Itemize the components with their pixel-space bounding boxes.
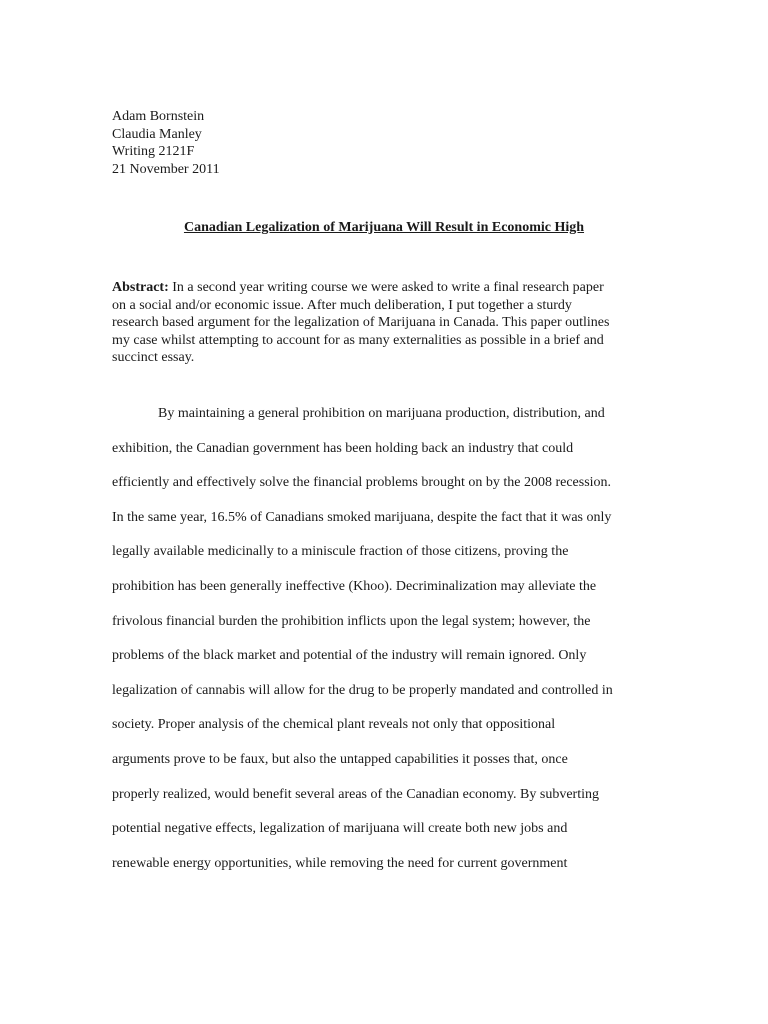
author-name: Adam Bornstein — [112, 109, 205, 124]
body-line: legalization of cannabis will allow for the drug to be properly mandated and controlled in — [112, 682, 613, 698]
body-line: prohibition has been generally ineffective (Khoo). Decriminalization may alleviate the — [112, 578, 597, 594]
abstract-line: on a social and/or economic issue. After much deliberation, I put together a sturdy — [112, 297, 572, 313]
header-block — [112, 108, 220, 178]
body-line: problems of the black market and potential of the industry will remain ignored. Only — [112, 648, 587, 664]
abstract-line: In a second year writing course we were asked to write a final research paper — [168, 280, 604, 295]
body-paragraph — [112, 404, 672, 888]
body-line: In the same year, 16.5% of Canadians smoked marijuana, despite the fact that it was only — [112, 509, 612, 525]
abstract-line: my case whilst attempting to account for as many externalities as possible in a brief and — [112, 332, 604, 348]
abstract-line: succinct essay. — [112, 350, 195, 365]
body-line: frivolous financial burden the prohibition inflicts upon the legal system; however, the — [112, 613, 591, 629]
document-date: 21 November 2011 — [112, 161, 220, 177]
body-line: properly realized, would benefit several areas of the Canadian economy. By subverting — [112, 786, 599, 802]
body-line: legally available medicinally to a miniscule fraction of those citizens, proving the — [112, 544, 569, 560]
body-line: society. Proper analysis of the chemical plant reveals not only that oppositional — [112, 717, 556, 733]
body-line: efficiently and effectively solve the financial problems brought on by the 2008 recession. — [112, 475, 612, 491]
abstract-label: Abstract: — [112, 280, 169, 295]
course-code: Writing 2121F — [112, 144, 195, 159]
document-title: Canadian Legalization of Marijuana Will Result in Economic High — [183, 220, 585, 235]
abstract-line: research based argument for the legalization of Marijuana in Canada. This paper outlines — [112, 315, 610, 330]
body-line: exhibition, the Canadian government has been holding back an industry that could — [112, 440, 574, 456]
body-line: arguments prove to be faux, but also the untapped capabilities it posses that, once — [112, 751, 568, 767]
body-line: By maintaining a general prohibition on marijuana production, distribution, and — [158, 406, 605, 421]
body-line: renewable energy opportunities, while removing the need for current government — [112, 855, 568, 871]
instructor-name: Claudia Manley — [112, 126, 202, 142]
body-line: potential negative effects, legalization of marijuana will create both new jobs and — [112, 821, 568, 837]
abstract — [112, 279, 672, 367]
